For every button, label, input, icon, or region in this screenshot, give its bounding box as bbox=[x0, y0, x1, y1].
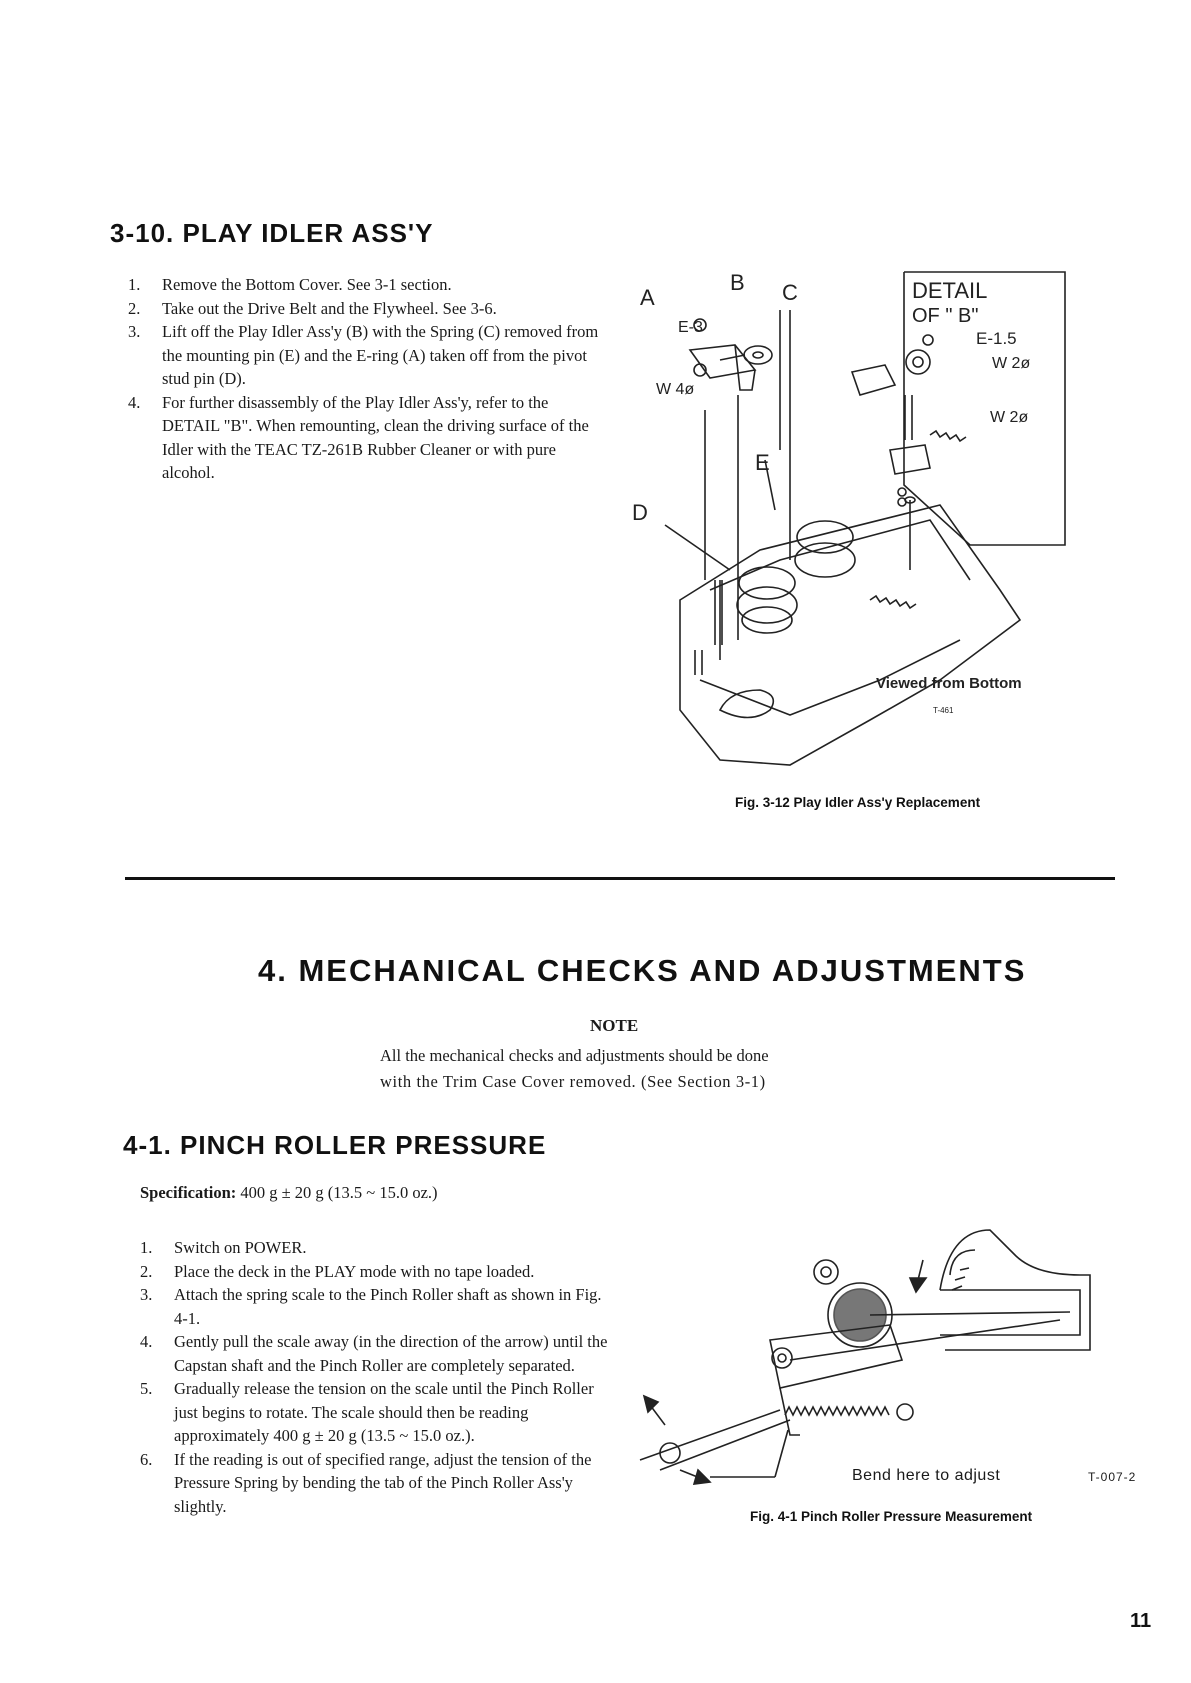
note-heading: NOTE bbox=[590, 1016, 639, 1035]
list-item: 6. If the reading is out of specified range, adjust the tension of the Pressure Spring by bending the tab of the Pinch Roller Ass'y slightly. bbox=[140, 1449, 592, 1516]
list-item: 1. Switch on POWER. bbox=[140, 1238, 307, 1257]
list-item: 3. Lift off the Play Idler Ass'y (B) with the Spring (C) removed from the mounting pin (E) and the E-ring (A) taken off from the pivot stud pin (D). bbox=[128, 322, 599, 388]
label-w4: W 4ø bbox=[656, 381, 695, 398]
note-line-1: All the mechanical checks and adjustments should be done bbox=[380, 1046, 769, 1065]
fig-4-1-caption: Fig. 4-1 Pinch Roller Pressure Measurement bbox=[750, 1509, 1033, 1524]
list-item: 5. Gradually release the tension on the scale until the Pinch Roller just begins to rotate. The scale should then be reading approximately 400 g ± 20 g (13.5 ~ 15.0 oz.). bbox=[140, 1379, 594, 1445]
list-item: 1. Remove the Bottom Cover. See 3-1 section. bbox=[128, 275, 452, 294]
list-item: 2. Take out the Drive Belt and the Flywheel. See 3-6. bbox=[128, 298, 497, 318]
section-4-1-title: 4-1. PINCH ROLLER PRESSURE bbox=[123, 1130, 547, 1160]
detail-w2-bottom: W 2ø bbox=[990, 409, 1029, 426]
label-c: C bbox=[782, 280, 798, 305]
list-item: 2. Place the deck in the PLAY mode with no tape loaded. bbox=[140, 1261, 535, 1281]
label-e3: E-3 bbox=[678, 319, 703, 336]
list-item: 4. For further disassembly of the Play Idler Ass'y, refer to the DETAIL "B". When remounting, clean the driving surface of the Idler with the TEAC TZ-261B Rubber Cleaner or with pure alcohol. bbox=[128, 392, 589, 482]
label-a: A bbox=[640, 285, 655, 310]
section-3-10-steps bbox=[128, 273, 608, 485]
section-divider bbox=[125, 877, 1115, 880]
label-d: D bbox=[632, 500, 648, 525]
label-e: E bbox=[755, 450, 770, 475]
fig-3-12-caption: Fig. 3-12 Play Idler Ass'y Replacement bbox=[735, 795, 981, 810]
fig-4-1-code: T-007-2 bbox=[1088, 1470, 1137, 1484]
fig-code: T-461 bbox=[933, 706, 954, 715]
spec-label: Specification: bbox=[140, 1183, 237, 1202]
detail-title-line1: DETAIL bbox=[912, 278, 988, 303]
view-note: Viewed from Bottom bbox=[876, 675, 1022, 692]
bend-label: Bend here to adjust bbox=[852, 1467, 1001, 1484]
section-4-1-steps bbox=[140, 1236, 616, 1518]
detail-w2-top: W 2ø bbox=[992, 355, 1031, 372]
list-item: 3. Attach the spring scale to the Pinch Roller shaft as shown in Fig. 4-1. bbox=[140, 1285, 602, 1328]
pinch-roller-illustration bbox=[640, 1220, 1120, 1470]
detail-title-line2: OF " B" bbox=[912, 305, 979, 327]
section-3-10-title: 3-10. PLAY IDLER ASS'Y bbox=[110, 218, 434, 248]
note-line-2: with the Trim Case Cover removed. (See Section 3-1) bbox=[380, 1072, 766, 1091]
play-idler-illustration bbox=[632, 260, 1080, 800]
specification bbox=[140, 1183, 438, 1203]
page-number: 11 bbox=[1130, 1610, 1152, 1632]
section-4-title: 4. MECHANICAL CHECKS AND ADJUSTMENTS bbox=[258, 953, 1027, 988]
list-item: 4. Gently pull the scale away (in the direction of the arrow) until the Capstan shaft and the Pinch Roller are completely separated. bbox=[140, 1332, 608, 1375]
detail-e15: E-1.5 bbox=[976, 329, 1017, 348]
spec-value: 400 g ± 20 g (13.5 ~ 15.0 oz.) bbox=[236, 1183, 438, 1202]
label-b: B bbox=[730, 270, 745, 295]
